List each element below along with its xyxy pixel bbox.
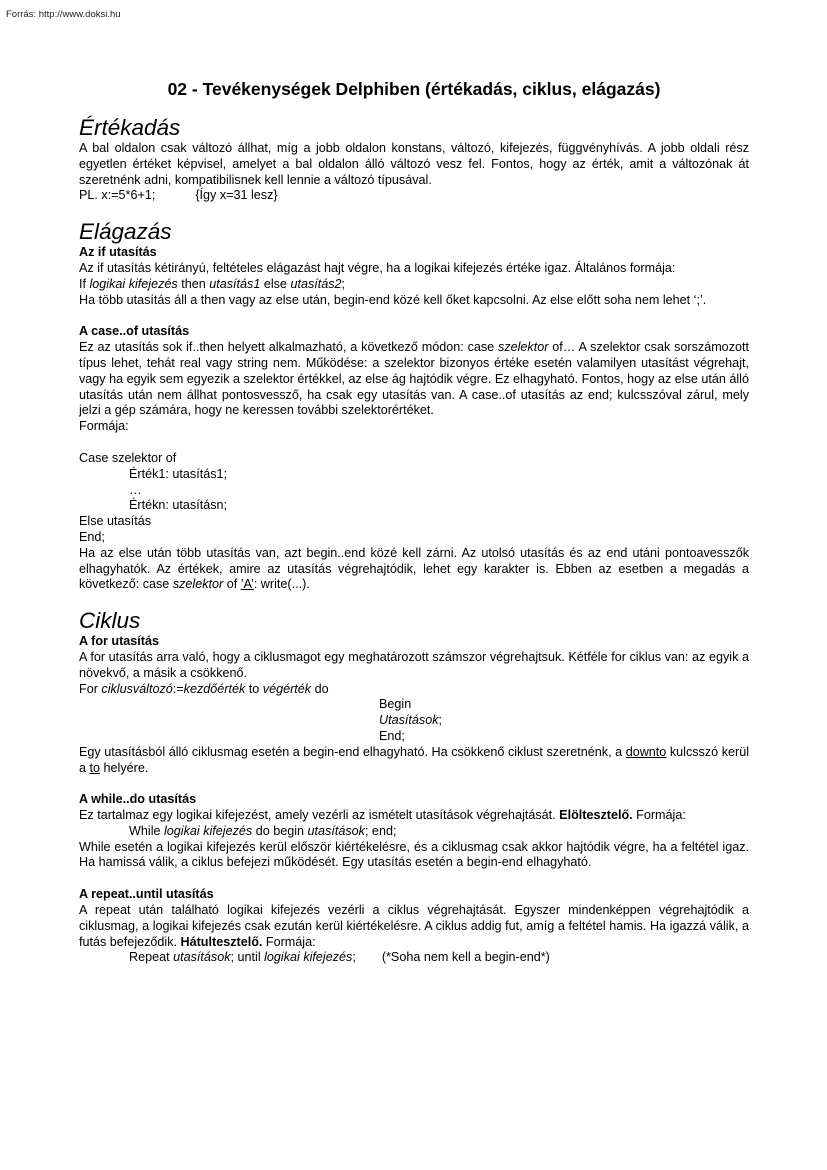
for-end: End;	[379, 728, 405, 743]
while-form: While logikai kifejezés do begin utasítások; end;	[129, 823, 397, 838]
source-url: Forrás: http://www.doksi.hu	[6, 9, 121, 20]
heading-if: Az if utasítás	[79, 245, 157, 260]
document-page	[79, 78, 749, 966]
ertekadas-example	[79, 188, 749, 204]
case-code-line: …	[129, 482, 142, 497]
ertekadas-paragraph: A bal oldalon csak változó állhat, míg a jobb oldalon konstans, változó, kifejezés, függvényhívás. A jobb oldali rész egyetlen értéket képvisel, amelyet a bal oldalon álló változó vesz fel. Fontos, hogy az érték, amit a változónak át szeretnénk adni, kompatibilisnek kell lennie a változó típusával.	[79, 141, 749, 187]
case-code-line: End;	[79, 529, 105, 544]
example-code: PL. x:=5*6+1;	[79, 188, 156, 203]
if-paragraph-1: Az if utasítás kétirányú, feltételes elágazást hajt végre, ha a logikai kifejezés értéke igaz. Általános formája:	[79, 260, 676, 275]
for-paragraph-2: Egy utasításból álló ciklusmag esetén a begin-end elhagyható. Ha csökkenő ciklust szeretnénk, a downto kulcsszó kerül a to helyére.	[79, 744, 749, 775]
heading-while: A while..do utasítás	[79, 792, 197, 807]
repeat-paragraph-1: A repeat után található logikai kifejezés vezérli a ciklus végrehajtását. Egyszer mindenképpen végrehajtódik a ciklusmag, a logikai kifejezés csak ezután kerül kiértékelésre. A ciklus addig fut, amíg a feltétel hamis. Ha igazzá válik, a futás befejeződik. Hátultesztelő. Formája:	[79, 903, 749, 949]
case-paragraph-2: Ha az else után több utasítás van, azt begin..end közé kell zárni. Az utolsó utasítás és az end utáni pontoavesszők elhagyhatók. Az értékek, amire az utasítás végrehajtódik, lehet egy karakter is. Ebben az esetben a megadás a következő: case szelektor of ’A’: write(...).	[79, 545, 749, 592]
case-code-line: Case szelektor of	[79, 450, 177, 465]
section-ciklus	[79, 607, 749, 966]
heading-case: A case..of utasítás	[79, 324, 190, 339]
for-body: Utasítások;	[379, 713, 442, 728]
section-ertekadas	[79, 114, 749, 204]
for-form: For ciklusváltozó:=kezdőérték to végérték do	[79, 681, 329, 696]
heading-for: A for utasítás	[79, 634, 160, 649]
heading-ertekadas: Értékadás	[79, 115, 181, 140]
heading-repeat: A repeat..until utasítás	[79, 887, 214, 902]
repeat-comment: (*Soha nem kell a begin-end*)	[381, 950, 550, 965]
section-elagazas	[79, 218, 749, 593]
while-paragraph-2: While esetén a logikai kifejezés kerül először kiértékelésre, és a ciklusmag csak akkor hajtódik végre, ha a feltétel igaz. Ha hamissá válik, a ciklus befejezi működését. Egy utasítás esetén a begin-end elhagyható.	[79, 839, 749, 870]
for-begin: Begin	[379, 697, 412, 712]
example-comment: {Így x=31 lesz}	[195, 188, 278, 203]
page-title: 02 - Tevékenységek Delphiben (értékadás, ciklus, elágazás)	[167, 79, 661, 99]
case-code-block	[79, 451, 749, 546]
heading-ciklus: Ciklus	[79, 608, 141, 634]
while-paragraph-1: Ez tartalmaz egy logikai kifejezést, amely vezérli az ismételt utasítások végrehajtását. Elöltesztelő. Formája:	[79, 808, 686, 823]
if-paragraph-2: Ha több utasítás áll a then vagy az else után, begin-end közé kell őket kapcsolni. Az else előtt soha nem lehet ‘;’.	[79, 292, 707, 307]
heading-elagazas: Elágazás	[79, 219, 172, 245]
case-paragraph-1: Ez az utasítás sok if..then helyett alkalmazható, a következő módon: case szelektor of… A szelektor csak sorszámozott típus lehet, tehát real vagy string nem. Működése: a szelektor bizonyos értéke esetén valamilyen utasítást végrehajt, vagy ha egyik sem egyezik a szelektor értékkel, az else ág hajtódik végre. Ez elhagyható. Fontos, hogy az else után álló utasítás után nem állhat pontosvessző, ha csak egy utasítás van. A case..of utasítás az end; kulcsszóval zárul, mely jelzi a gép számára, hogy ne keressen további szelektorértéket.	[79, 340, 749, 418]
if-form: If logikai kifejezés then utasítás1 else utasítás2;	[79, 276, 346, 291]
case-forma-label: Formája:	[79, 419, 129, 434]
case-code-line: Értékn: utasításn;	[129, 498, 228, 513]
case-code-line: Érték1: utasítás1;	[129, 466, 228, 481]
for-paragraph-1: A for utasítás arra való, hogy a ciklusmagot egy meghatározott számszor végrehajtsuk. Kétféle for ciklus van: az egyik a növekvő, a másik a csökkenő.	[79, 649, 749, 680]
repeat-form: Repeat utasítások; until logikai kifejezés; (*Soha nem kell a begin-end*)	[129, 950, 550, 965]
case-code-line: Else utasítás	[79, 514, 152, 529]
